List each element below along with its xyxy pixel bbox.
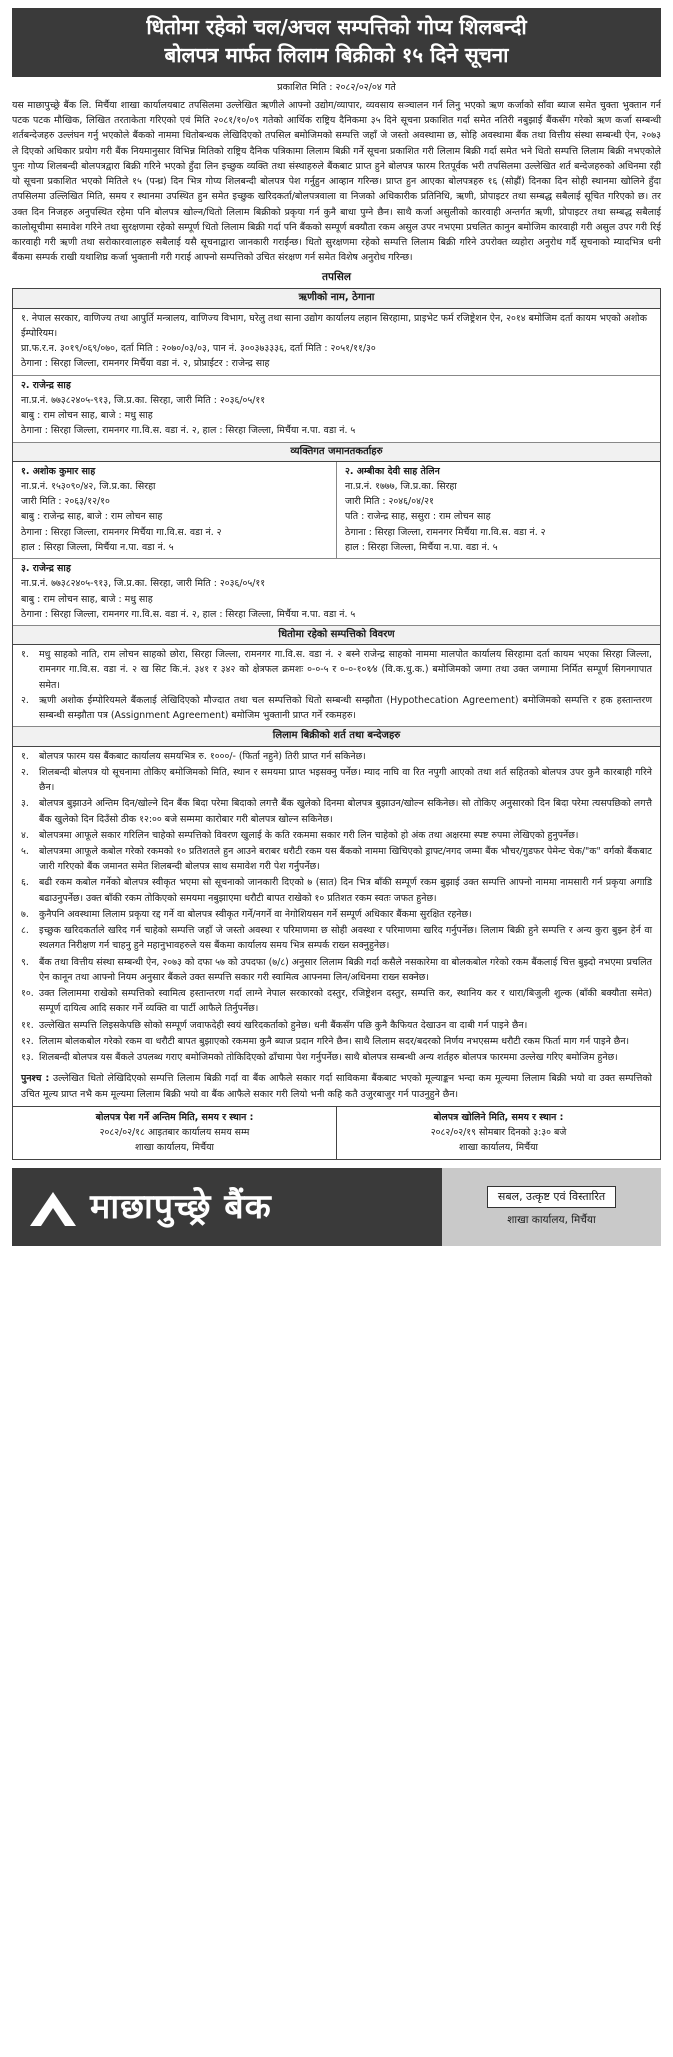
guarantor-3-line-3: ठेगाना : सिरहा जिल्ला, रामनगर गा.वि.स. वडा नं. २, हाल : सिरहा जिल्ला, मिर्चैया न.पा. वडा नं. ५ xyxy=(21,608,356,620)
submission-place: शाखा कार्यालय, मिर्चैया xyxy=(135,1142,214,1154)
guarantor-3-line-2: बाबु : राम लोचन साह, बाजे : मधु साह xyxy=(21,593,153,605)
title-line-2: बोलपत्र मार्फत लिलाम बिक्रीको १५ दिने सूचना xyxy=(164,42,509,67)
property-item-text: ऋणी अशोक ईम्पोरियमले बैंकलाई लेखिदिएको मौज्दात तथा चल सम्पत्तिको धितो सम्बन्धी सम्झौता (Hypothecation Agreement) बमोजिमको सम्पत्ति र हक हस्तान्तरण सम्बन्धी सम्झौता पत्र (Assignment Agreement) बमोजिम भुक्तानी प्राप्त गर्ने रकमहरु। xyxy=(39,694,652,722)
submission-datetime: २०८२/०२/१८ आइतबार कार्यालय समय सम्म xyxy=(99,1126,250,1138)
opening-datetime: २०८२/०२/१९ सोमबार दिनको ३:३० बजे xyxy=(430,1126,567,1138)
condition-number: १०. xyxy=(21,988,34,1000)
guarantor-3 xyxy=(13,559,660,626)
borrower-line-1: १. नेपाल सरकार, वाणिज्य तथा आपुर्ति मन्त्रालय, वाणिज्य विभाग, घरेलु तथा साना उद्योग कार्यालय लहान सिरहामा, प्राइभेट फर्म रजिष्ट्रेशन ऐन, २०१४ बमोजिम दर्ता कायम भएको अशोक ईम्पोरियम। xyxy=(21,312,647,339)
opening-schedule xyxy=(336,1107,660,1160)
opening-place: शाखा कार्यालय, मिर्चैया xyxy=(459,1142,538,1154)
published-date: प्रकाशित मिति : २०८२/०२/०४ गते xyxy=(277,82,396,94)
condition-item xyxy=(21,828,652,843)
guarantor-1-line-4: ठेगाना : सिरहा जिल्ला, रामनगर मिर्चैया गा.वि.स. वडा नं. २ xyxy=(21,526,222,538)
tapsil-heading: तपसिल xyxy=(322,271,351,284)
condition-number: ५. xyxy=(21,846,29,857)
guarantor-2-line-4: ठेगाना : सिरहा जिल्ला, रामनगर मिर्चैया गा.वि.स. वडा नं. २ xyxy=(345,526,546,538)
borrower-line-2: प्रा.फ.र.न. ३०१९/०६९/०७०, दर्ता मिति : २०७०/०३/०३, पान नं. ३००३७३३३६, दर्ता मिति : २०५१/११/३० xyxy=(21,343,376,355)
condition-text: बोलपत्रमा आफूले सकार गरिलिन चाहेको सम्पत्तिको विवरण खुलाई के कति रकममा सकार गरी लिन चाहेको हो अंक तथा अक्षरमा स्पष्ट रुपमा लेखिएको हुनुपर्नेछ। xyxy=(39,829,579,841)
condition-number: ६. xyxy=(21,877,29,889)
borrower-block xyxy=(13,309,660,376)
condition-text: इच्छुक खरिदकर्ताले खरिद गर्न चाहेको सम्पत्ति जहाँ जे जस्तो अवस्था र परिमाणमा छ सोही अवस्था र परिमाणमा खरिद गर्नुपर्नेछ। लिलाम बिक्री हुने सम्पत्ति र अन्य कुरा बुझ्न हेर्न वा स्थलगत निरीक्षण गर्न चाहनु हुने महानुभावहरुले यस बैंकमा कार्यालय समय भित्र सम्पर्क राख्न सक्नुहुनेछ। xyxy=(39,925,652,952)
property-heading: धितोमा रहेको सम्पत्तिको विवरण xyxy=(13,626,660,645)
title-line-1: धितोमा रहेको चल/अचल सम्पत्तिको गोप्य शिलबन्दी xyxy=(146,15,527,39)
condition-text: बढी रकम कबोल गर्नेको बोलपत्र स्वीकृत भएमा सो सूचनाको जानकारी दिएको ७ (सात) दिन भित्र बाँकी सम्पूर्ण रकम बुझाई उक्त सम्पत्ति आफ्नो नाममा नामसारी गर्न प्रकृया अगाडि बढाउनुपर्नेछ। उक्त बाँकी रकम तोकिएको समयमा नबुझाएमा धरौटी बापत राखेको १० प्रतिशत रकम स्वतः जफत हुनेछ। xyxy=(39,877,652,904)
condition-number: १३. xyxy=(21,1052,34,1064)
borrower-person-line-2: बाबु : राम लोचन साह, बाजे : मधु साह xyxy=(21,410,153,422)
condition-text: उक्त लिलाममा राखेको सम्पत्तिको स्वामित्व हस्तान्तरण गर्दा लाग्ने नेपाल सरकारको दस्तुर, रजिष्ट्रेशन दस्तुर, सम्पत्ति कर, स्थानिय कर र धारा/बिजुली शुल्क (बाँकी बक्यौता समेत) सम्पूर्ण दायित्व आदि सकार गर्ने व्यक्ति वा पार्टी आफैले तिर्नुपर्नेछ। xyxy=(39,988,652,1015)
condition-item xyxy=(21,955,652,985)
bank-slogan: सबल, उत्कृष्ट एवं विस्तारित xyxy=(487,1186,616,1208)
postscript-label: पुनश्च : xyxy=(21,1073,50,1085)
condition-text: लिलाम बोलकबोल गरेको रकम वा धरौटी बापत बुझाएको रकममा कुनै ब्याज प्रदान गरिने छैन। साथै लिलाम सदर/बदरको निर्णय नभएसम्म धरौटी रकम फिर्ता माग गर्न पाइने छैन। xyxy=(39,1035,630,1047)
property-item-text: मधु साहको नाति, राम लोचन साहको छोरा, सिरहा जिल्ला, रामनगर गा.वि.स. वडा नं. २ बस्ने राजेन्द्र साहको नाममा मालपोत कार्यालय सिरहामा दर्ता कायम भएका सिरहा जिल्ला, रामनगर गा.वि.स. वडा नं. २ ख सिट कि.नं. ३४१ र ३४२ को क्षेत्रफल क्रमशः ०-०-५ र ०-०-१०१⁄४ (वि.क.धु.क.) बमोजिमको जग्गा तथा उक्त जग्गामा निर्मित सम्पूर्ण सिगनगापात समेत। xyxy=(39,649,652,691)
guarantor-2 xyxy=(336,462,660,558)
condition-number: ११. xyxy=(21,1019,34,1031)
condition-item xyxy=(21,1034,652,1049)
guarantor-2-line-2: जारी मिति : २०४६/०४/२१ xyxy=(345,496,434,508)
guarantors-heading: व्यक्तिगत जमानतकर्ताहरु xyxy=(13,443,660,462)
postscript-text: उल्लेखित धितो लेखिदिएको सम्पत्ति लिलाम बिक्री गर्दा वा बैंक आफैले सकार गर्दा साविकमा बैंकबाट भएको मूल्याङ्कन भन्दा कम मूल्यमा लिलाम बिक्री भयो वा उक्त सम्पत्तिको उचित मूल्य प्राप्त नभै कम मूल्यमा लिलाम बिक्री भयो वा बैंक आफैले सकार गरी लियो भनी कहि कतै उजुरबाजुर गर्न पाउनुहुने छैन। xyxy=(21,1073,652,1100)
property-list xyxy=(13,645,660,727)
condition-item xyxy=(21,1050,652,1065)
condition-number: ३. xyxy=(21,798,29,810)
bank-footer xyxy=(12,1168,661,1246)
condition-number: १. xyxy=(21,750,29,762)
guarantor-1-line-2: जारी मिति : २०६३/१२/१० xyxy=(21,496,110,508)
borrower-person-line-1: ना.प्र.नं. ७७३८२४०५-९१३, जि.प्र.का. सिरहा, जारी मिति : २०३६/०५/११ xyxy=(21,394,266,406)
condition-item xyxy=(21,907,652,922)
guarantor-3-name: ३. राजेन्द्र साह xyxy=(21,563,71,575)
conditions-list xyxy=(13,747,660,1070)
mountain-logo-icon xyxy=(30,1184,76,1230)
condition-text: बोलपत्रमा आफूले कबोल गरेको रकमको १० प्रतिशतले हुन आउने बराबर धरौटी रकम यस बैंकको नाममा खिचिएको ड्राफ्ट/नगद जम्मा बैंक भौचर/गुडफर पेमेन्ट चेक/"क" वर्गको बैंकबाट जारी गरिएको बैंक जमानत समेत शिलबन्दी बोलपत्र साथ समावेश गरी पेश गर्नुपर्नेछ। xyxy=(39,846,652,873)
condition-item xyxy=(21,844,652,874)
condition-text: शिलबन्दी बोलपत्र यस बैंकले उपलब्ध गराए बमोजिमको तोकिदिएको ढाँचामा पेश गर्नुपर्नेछ। साथै बोलपत्र सम्बन्धी अन्य शर्तहरु बोलपत्र फारममा उल्लेख गरिए बमोजिम हुनेछ। xyxy=(39,1052,618,1064)
condition-number: १२. xyxy=(21,1035,34,1047)
guarantor-1-name: १. अशोक कुमार साह xyxy=(21,465,96,477)
condition-text: उल्लेखित सम्पत्ति लिइसकेपछि सोको सम्पूर्ण जवाफदेही स्वयं खरिदकर्ताको हुनेछ। धनी बैंकसँग पछि कुनै कैफियत देखाउन वा दाबी गर्न पाइने छैन। xyxy=(39,1019,528,1031)
property-item-number: २. xyxy=(21,694,29,706)
guarantor-1 xyxy=(13,462,336,558)
property-item-2 xyxy=(21,693,652,723)
borrower-line-3: ठेगाना : सिरहा जिल्ला, रामनगर मिर्चैया वडा नं. २, प्रोप्राईटर : राजेन्द्र साह xyxy=(21,358,270,370)
branch-name: शाखा कार्यालय, मिर्चैया xyxy=(507,1213,596,1226)
condition-item xyxy=(21,765,652,795)
guarantors-row xyxy=(13,462,660,559)
condition-number: २. xyxy=(21,766,29,778)
guarantor-3-line-1: ना.प्र.नं. ७७३८२४०५-९१३, जि.प्र.का. सिरहा, जारी मिति : २०३६/०५/११ xyxy=(21,578,266,590)
condition-number: ४. xyxy=(21,829,29,841)
submission-heading: बोलपत्र पेश गर्ने अन्तिम मिति, समय र स्थान : xyxy=(95,1111,254,1123)
property-item-1 xyxy=(21,647,652,693)
conditions-heading: लिलाम बिक्रीको शर्त तथा बन्देजहरु xyxy=(13,727,660,746)
tender-dates xyxy=(13,1106,660,1160)
guarantor-2-line-5: हाल : सिरहा जिल्ला, मिर्चैया न.पा. वडा नं. ५ xyxy=(345,541,498,553)
guarantor-2-line-3: पति : राजेन्द्र साह, ससुरा : राम लोचन साह xyxy=(345,511,491,523)
borrower-heading: ऋणीको नाम, ठेगाना xyxy=(13,289,660,308)
bank-brand xyxy=(12,1168,442,1246)
opening-heading: बोलपत्र खोलिने मिति, समय र स्थान : xyxy=(433,1111,564,1123)
guarantor-2-line-1: ना.प्र.नं. १७७७, जि.प्र.का. सिरहा xyxy=(345,480,457,492)
condition-item xyxy=(21,875,652,905)
condition-item xyxy=(21,796,652,826)
condition-text: शिलबन्दी बोलपत्र यो सूचनामा तोकिए बमोजिमको मिति, स्थान र समयमा प्राप्त भइसक्नु पर्नेछ। म्याद नाघि वा रित नपुगी आएको तथा शर्त सहितको बोलपत्र उपर कुनै कारबाही गरिने छैन। xyxy=(39,766,652,794)
guarantor-2-name: २. अम्बीका देवी साह तेलिन xyxy=(345,465,440,477)
borrower-person-line-3: ठेगाना : सिरहा जिल्ला, रामनगर गा.वि.स. वडा नं. २, हाल : सिरहा जिल्ला, मिर्चैया न.पा. वडा नं. ५ xyxy=(21,425,356,437)
condition-text: बैंक तथा वित्तीय संस्था सम्बन्धी ऐन, २०७३ को दफा ५७ को उपदफा (७/८) अनुसार लिलाम बिक्री गर्दा कसैले नसकारेमा वा बोलकबोल गरेको रकम बैंकलाई चित्त बुझ्दो नभएमा प्रचलित ऐन कानून तथा आफ्नो नियम अनुसार बैंकले उक्त सम्पत्ति सकार गरी स्वामित्व आफ्नमा लिन/अधिनमा राख्न सक्नेछ। xyxy=(39,956,652,983)
guarantor-1-line-1: ना.प्र.नं. १५३०९०/४२, जि.प्र.का. सिरहा xyxy=(21,480,156,492)
condition-number: ८. xyxy=(21,925,29,937)
condition-item xyxy=(21,923,652,953)
condition-item xyxy=(21,986,652,1016)
condition-text: बोलपत्र बुझाउने अन्तिम दिन/खोल्ने दिन बैंक बिदा परेमा बिदाको लगत्तै बैंक खुलेको दिनमा बोलपत्र बुझाउन/खोल्न सकिनेछ। सो तोकिए अनुसारको दिन बिदा परेमा त्यसपछिको लगत्तै बैंक खुलेको दिन दिउँसो ठीक १२:०० बजे सम्ममा कारोबार गरी बोलपत्र खोल्न सकिनेछ। xyxy=(39,798,652,825)
details-table xyxy=(12,288,661,1160)
intro-paragraph: यस माछापुच्छ्रे बैंक लि. मिर्चैया शाखा कार्यालयबाट तपसिलमा उल्लेखित ऋणीले आफ्नो उद्योग/व्यापार, व्यवसाय सञ्चालन गर्न लिनु भएको ऋण कर्जाको साँवा ब्याज समेत चुक्ता भुक्तान गर्न पटक पटक मौखिक, लिखित तरताकेता गरिएको एवं मिति २०८१/१०/०९ गतेको आर्थिक राष्ट्रिय दैनिकमा ३५ दिने सूचना प्रकाशित गर्दा समेत नतिरी नबुझाई बैंकसँग गरेको ऋण कर्जा सम्बन्धी शर्तबन्देजहरु उल्लंघन गर्नु भएकोले बैंकको नाममा धितोबन्धक लेखिदिएको तपसिल बमोजिमको सम्पत्ति जहाँ जे जस्तो अवस्थामा छ, सोहि अवस्थामा बैंक तथा वित्तीय संस्था सम्बन्धी ऐन, २०७३ ले दिएको अधिकार प्रयोग गरी बैंक नियमानुसार विभिन्न मितिको राष्ट्रिय दैनिक पत्रिकामा लिलाम बिक्री गर्ने सूचना प्रकाशित गरी लिलाम बिक्री गर्दा समेत भने धितो सम्पत्ति लिलाम बिक्री नभएकोले पुनः गोप्य शिलबन्दी बोलपत्रद्वारा बिक्री गरिने भएको हुँदा लिन इच्छुक व्यक्ति तथा संस्थाहरुले बैंकबाट प्राप्त हुने बोलपत्र फारम रितपूर्वक भरी तपसिलमा उल्लेखित शर्त बन्देजहरुको अधिनमा रही यो सूचना प्रकाशित भएको मितिले १५ (पन्ध्र) दिन भित्र गोप्य शिलबन्दी बोलपत्र पेश गर्नुहुन आव्हान गरिन्छ। प्राप्त हुन आएका बोलपत्रहरु १६ (सोह्रौं) दिनका दिन सोही स्थानमा खोलिने हुँदा तपसिलमा उल्लिखित मिति, समय र स्थानमा उपस्थित हुन समेत इच्छुक खरिदकर्ता/बोलपत्रवाला वा निजको अधिकारीक प्रतिनिधि, ऋणी, प्रोपाइटर तथा सम्बद्ध सबैलाई सूचित गरिएको छ। तर उक्त दिन निजहरु अनुपस्थित रहेमा पनि बोलपत्र खोल्न/धितो लिलाम बिक्रीको प्रकृया गर्न कुनै बाधा पुग्ने छैन। साथै कर्जा असुलीको कारवाही अन्तर्गत ऋणी, प्रोपाइटर तथा सम्बद्ध सबैलाई कालोसूचीमा समावेश गरिने तथा सुरक्षणमा रहेको सम्पूर्ण धितो लिलाम बिक्री गर्दा पनि बैंकको सम्पूर्ण बक्यौता रकम असुल उपर नभएमा प्रचलित कानुन बमोजिम कारवाही गरी असुल उपर गरी रिई कारवाही गरी ऋणी तथा सरोकारवालाहरु सबैलाई यसै सूचनाद्वारा जानकारी गराईन्छ। धितो सुरक्षणमा रहेको सम्पत्ति लिलाम बिक्री गरिने उपरोक्त व्यहोरा अनुरोध गर्दै सूचनाको म्यादभित्र धनी बैंकमा सम्पर्क राखी यथाशिघ्र कर्जा भुक्तानी गरी गराई आफ्नो सम्पत्तिको उचित संरक्षण गर्न समेत विशेष अनुरोध गरिन्छ। xyxy=(12,99,661,264)
bank-name: माछापुच्छ्रे बैंक xyxy=(90,1186,272,1227)
condition-text: कुनैपनि अवस्थामा लिलाम प्रकृया रद्द गर्ने वा बोलपत्र स्वीकृत गर्ने/नगर्ने वा नेगोशियसन गर्ने सम्पूर्ण अधिकार बैंकमा सुरक्षित रहनेछ। xyxy=(39,908,472,920)
submission-deadline xyxy=(13,1107,336,1160)
condition-item xyxy=(21,749,652,764)
guarantor-1-line-3: बाबु : राजेन्द्र साह, बाजे : राम लोचन साह xyxy=(21,511,163,523)
property-item-number: १. xyxy=(21,649,29,661)
guarantor-1-line-5: हाल : सिरहा जिल्ला, मिर्चैया न.पा. वडा नं. ५ xyxy=(21,541,174,553)
condition-item xyxy=(21,1018,652,1033)
condition-number: ९. xyxy=(21,956,29,968)
condition-text: बोलपत्र फारम यस बैंकबाट कार्यालय समयभित्र रु. १०००/- (फिर्ता नहुने) तिरी प्राप्त गर्न सकिनेछ। xyxy=(39,750,366,762)
bank-tagline xyxy=(442,1168,661,1246)
borrower-person-name: २. राजेन्द्र साह xyxy=(21,379,71,391)
borrower-person-block xyxy=(13,376,660,443)
condition-number: ७. xyxy=(21,908,29,920)
notice-title xyxy=(12,8,661,77)
postscript xyxy=(13,1069,660,1105)
